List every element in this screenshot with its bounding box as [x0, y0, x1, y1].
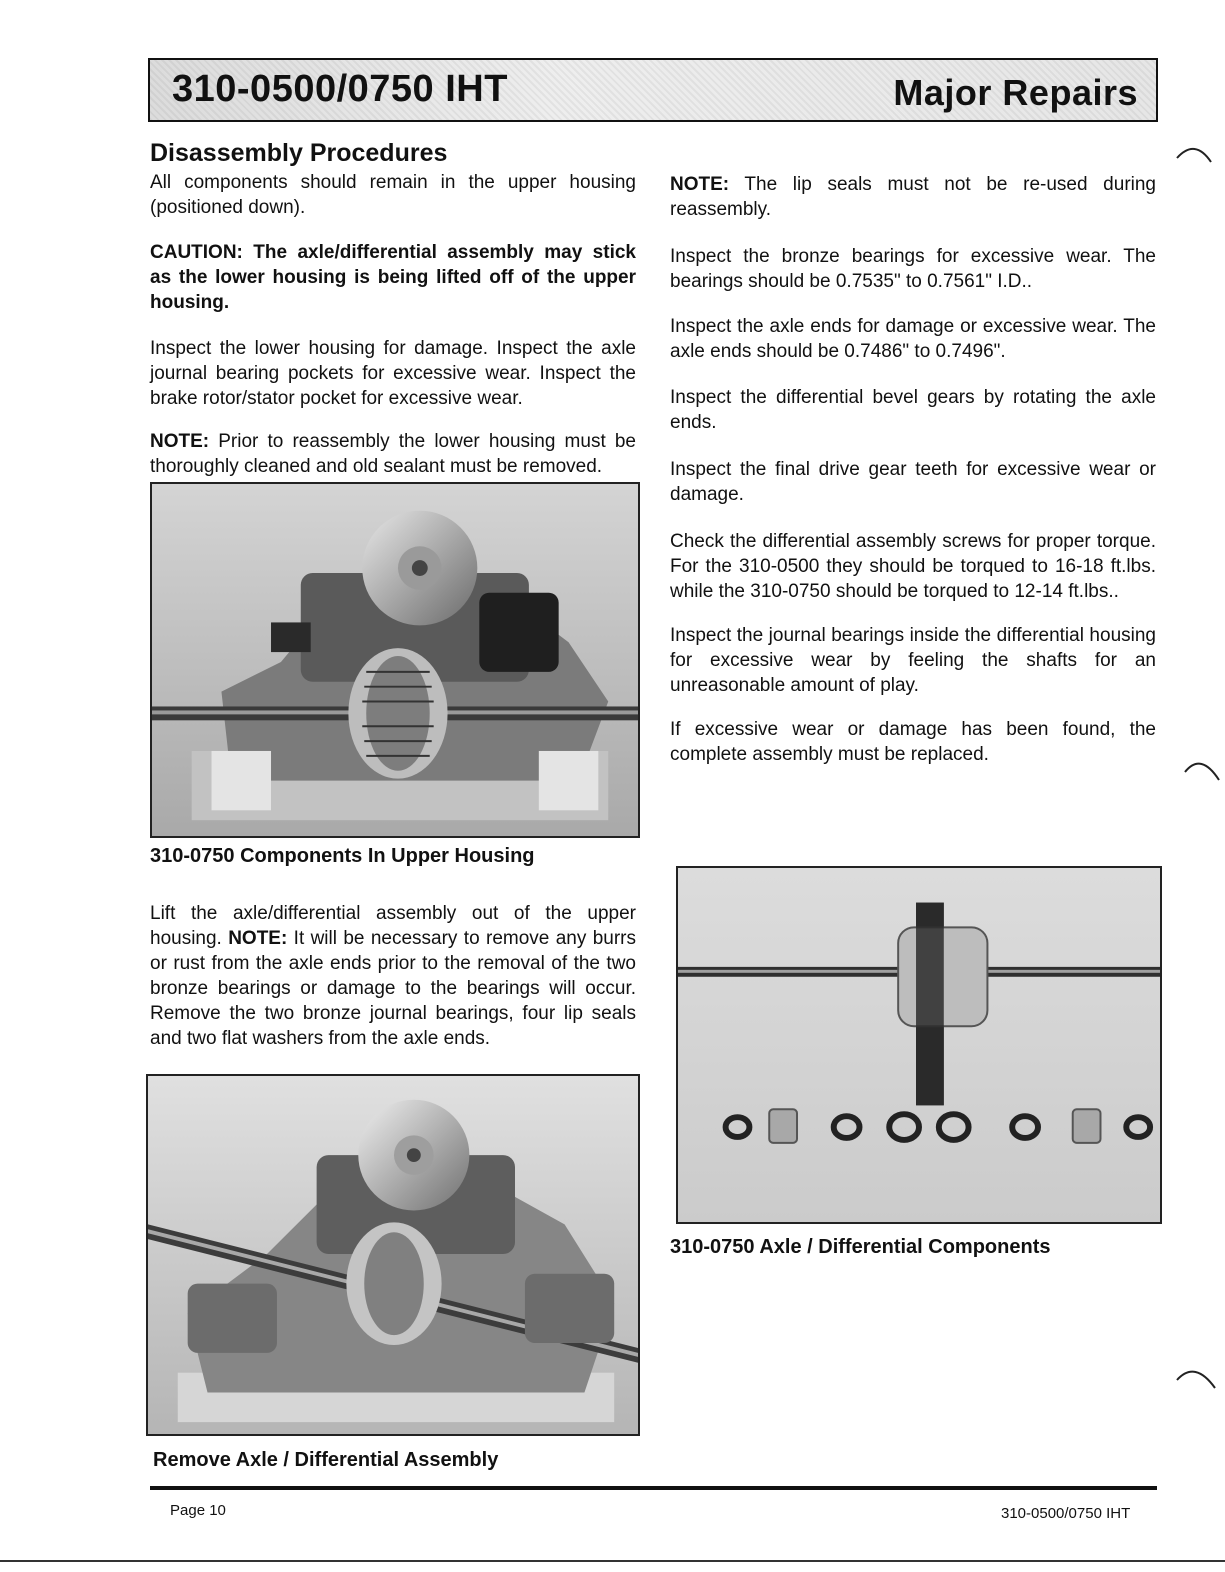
footer-page-number: Page 10 — [170, 1502, 226, 1519]
header-section-title: Major Repairs — [893, 72, 1138, 113]
lip-seal-note-label: NOTE: — [670, 174, 730, 195]
journal-bearings-paragraph: Inspect the journal bearings inside the differential housing for excessive wear by feeling the shafts for an unreasonable amount of play. — [670, 625, 1156, 696]
photo1-caption: 310-0750 Components In Upper Housing — [150, 845, 535, 867]
lip-seal-note-text: The lip seals must not be re-used during reassembly. — [670, 174, 1156, 220]
bevel-gears-paragraph: Inspect the differential bevel gears by rotating the axle ends. — [670, 387, 1156, 433]
final-drive-paragraph: Inspect the final drive gear teeth for excessive wear or damage. — [670, 459, 1156, 505]
caution-label: CAUTION: — [150, 242, 243, 263]
section-heading: Disassembly Procedures — [150, 139, 448, 167]
screw-torque-paragraph: Check the differential assembly screws for proper torque. For the 310-0500 they should be torqued to 16-18 ft.lbs. while the 310-0750 should be torqued to 12-14 ft.lbs.. — [670, 531, 1156, 602]
bronze-bearings-paragraph: Inspect the bronze bearings for excessive wear. The bearings should be 0.7535" to 0.7561" I.D.. — [670, 246, 1156, 292]
header-banner — [148, 58, 1158, 122]
scan-edge-line — [0, 1560, 1225, 1562]
lift-text-a: Lift the axle/differential assembly out of the upper housing. — [150, 903, 636, 949]
lip-seal-note-paragraph — [670, 172, 1156, 222]
footer-doc-id: 310-0500/0750 IHT — [1001, 1505, 1131, 1522]
photo-components-upper-housing — [150, 482, 640, 838]
note-text: Prior to reassembly the lower housing must be thoroughly cleaned and old sealant must be removed. — [150, 431, 636, 477]
intro-paragraph: All components should remain in the upper housing (positioned down). — [150, 172, 636, 218]
axle-differential-parts-illustration — [678, 868, 1160, 1222]
transaxle-upper-housing-illustration — [152, 484, 638, 836]
photo2-caption: Remove Axle / Differential Assembly — [153, 1449, 499, 1471]
footer-rule — [150, 1486, 1157, 1490]
photo-remove-axle-assembly — [146, 1074, 640, 1436]
lift-note-label: NOTE: — [228, 928, 288, 949]
note-label: NOTE: — [150, 431, 210, 452]
lift-text-b: It will be necessary to remove any burrs or rust from the axle ends prior to the removal of the two bronze bearings or damage to the bearings will occur. Remove the two bronze journal bearings, four lip seals and two flat washers from the axle ends. — [150, 928, 636, 1049]
axle-ends-paragraph: Inspect the axle ends for damage or excessive wear. The axle ends should be 0.7486" to 0.7496". — [670, 316, 1156, 362]
note-reassembly-paragraph — [150, 429, 636, 479]
caution-paragraph — [150, 240, 636, 315]
lift-assembly-paragraph — [150, 901, 636, 1051]
replace-assembly-paragraph: If excessive wear or damage has been found, the complete assembly must be replaced. — [670, 719, 1156, 765]
header-doc-id: 310-0500/0750 IHT — [172, 68, 508, 110]
inspect-lower-housing-paragraph: Inspect the lower housing for damage. Inspect the axle journal bearing pockets for excessive wear. Inspect the brake rotor/stator pocket for excessive wear. — [150, 338, 636, 409]
remove-axle-illustration — [148, 1076, 638, 1434]
caution-text: The axle/differential assembly may stick as the lower housing is being lifted off of the upper housing. — [150, 242, 636, 313]
binder-hole-marks — [1175, 140, 1225, 1400]
photo-axle-differential-components — [676, 866, 1162, 1224]
photo3-caption: 310-0750 Axle / Differential Components — [670, 1236, 1051, 1258]
